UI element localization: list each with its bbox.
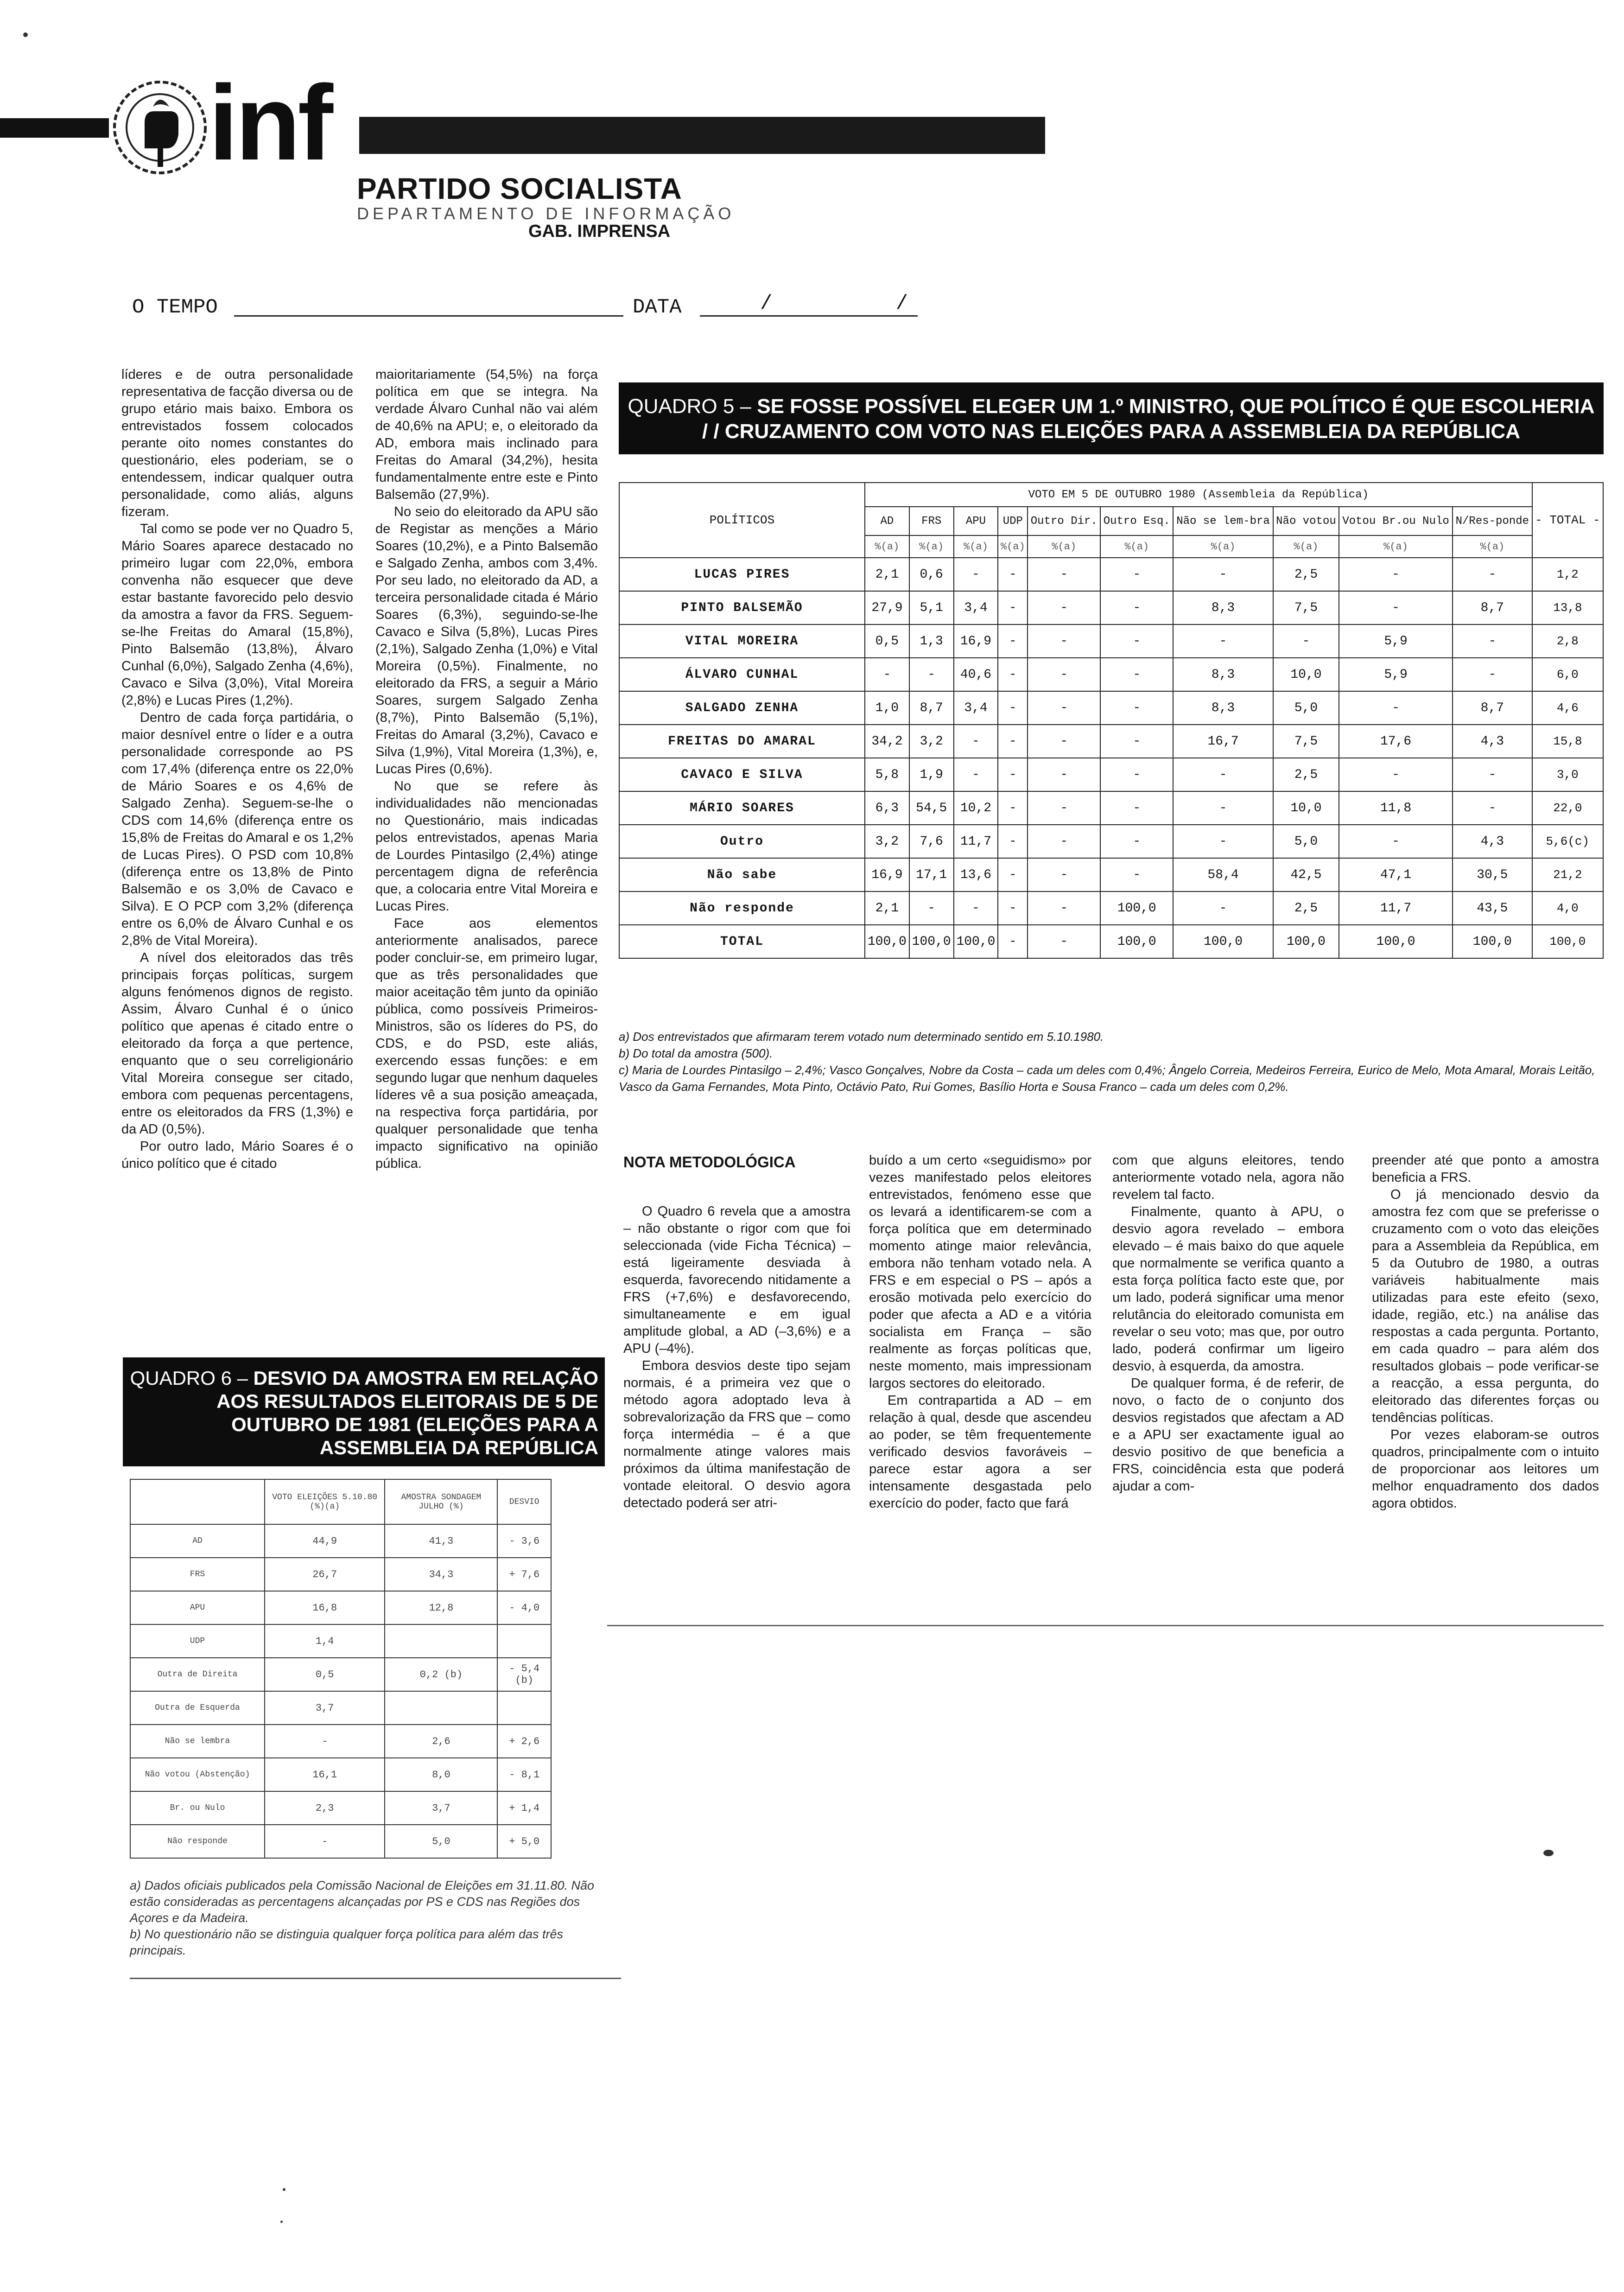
sub-header: %(a) [1100, 535, 1173, 558]
quadro5-total-cell: 13,8 [1532, 591, 1603, 624]
quadro6-desvio-cell: + 5,0 [497, 1825, 551, 1858]
col-header: FRS [909, 507, 954, 535]
quadro6-row [130, 1558, 551, 1591]
quadro5-title-text: SE FOSSE POSSÍVEL ELEGER UM 1.º MINISTRO, QUE POLÍTICO É QUE ESCOLHERIA / / CRUZAMENTO COM VOTO NAS ELEIÇÕES PARA A ASSEMBLEIA DA REPÚBLICA [702, 395, 1595, 443]
nota-paragraph: buído a um certo «seguidismo» por vezes manifestado pelos eleitores entrevistados, fenómeno esse que os levará a identificarem-se com a força política que em determinado momento atinge maior relevância, embora não tenham votado nela. A FRS e em especial o PS – após a erosão motivada pelo exercício do poder que afecta a AD e a vitória socialista em França – são realmente as forças políticas que, neste momento, mais impressionam largos sectores do eleitorado. [869, 1153, 1091, 1391]
quadro5-cell: - [1028, 858, 1100, 891]
quadro5-cell: - [954, 725, 998, 758]
politician-name: CAVACO E SILVA [619, 758, 865, 791]
scan-speck [23, 32, 28, 37]
quadro6-rule [130, 1978, 621, 1979]
quadro5-cell: 3,2 [909, 725, 954, 758]
quadro6-amostra-cell [385, 1624, 497, 1658]
quadro5-cell: - [1453, 624, 1532, 658]
col2-paragraph: Face aos elementos anteriormente analisados, parece poder concluir-se, em primeiro lugar, que as três personalidades que maior aceitação têm junto da opinião pública, como possíveis Primeiros-Ministros, são os líderes do PS, do CDS, e do PSD, este aliás, exercendo essas funções: e em segundo lugar que nenhum daqueles líderes vê a sua posição ameaçada, na respectiva força partidária, por qualquer personalidade que tenha impacto significativo na opinião pública. [375, 916, 598, 1171]
quadro5-note: c) Maria de Lourdes Pintasilgo – 2,4%; Vasco Gonçalves, Nobre da Costa – cada um deles com 0,4%; Ângelo Correia, Medeiros Ferreira, Eurico de Melo, Mota Amaral, Morais Leitão, Vasco da Gama Fernandes, Mota Pinto, Octávio Pato, Rui Gomes, Basílio Horta e Sousa Franco – cada um deles com 0,2%. [619, 1063, 1595, 1094]
quadro5-cell: 40,6 [954, 658, 998, 691]
quadro5-cell: 42,5 [1273, 858, 1339, 891]
politician-name: TOTAL [619, 925, 865, 958]
quadro5-cell: - [998, 758, 1028, 791]
sub-header: %(a) [954, 535, 998, 558]
quadro6-desvio-cell [497, 1624, 551, 1658]
quadro5-cell: 5,0 [1273, 825, 1339, 858]
quadro6-row [130, 1658, 551, 1691]
article-column-1 [121, 366, 353, 1172]
nota-column-2 [869, 1152, 1091, 1512]
quadro5-cell: - [1173, 758, 1273, 791]
quadro5-cell: - [1100, 758, 1173, 791]
politician-name: SALGADO ZENHA [619, 691, 865, 725]
quadro5-cell: 0,6 [909, 558, 954, 591]
quadro5-note: a) Dos entrevistados que afirmaram terem votado num determinado sentido em 5.10.1980. [619, 1030, 1104, 1044]
politician-name: Não sabe [619, 858, 865, 891]
quadro6-row [130, 1591, 551, 1624]
quadro5-title-prefix: QUADRO 5 – [628, 395, 751, 418]
nota-column-4 [1372, 1152, 1599, 1512]
quadro5-row [619, 925, 1603, 958]
quadro5-cell: 1,0 [865, 691, 909, 725]
nota-paragraph: preender até que ponto a amostra beneficia a FRS. [1372, 1153, 1599, 1185]
quadro5-cell: 10,0 [1273, 658, 1339, 691]
quadro6-amostra-cell: 3,7 [385, 1791, 497, 1825]
quadro5-cell: 16,7 [1173, 725, 1273, 758]
quadro5-cell: 0,5 [865, 624, 909, 658]
quadro5-cell: 100,0 [954, 925, 998, 958]
brand-logo-text: inf [209, 63, 330, 182]
quadro6-amostra-cell: 12,8 [385, 1591, 497, 1624]
quadro5-cell: - [998, 624, 1028, 658]
quadro5-cell: - [1173, 825, 1273, 858]
quadro6-desvio-cell [497, 1691, 551, 1725]
quadro5-cell: - [1028, 825, 1100, 858]
nota-column-1 [623, 1203, 850, 1512]
quadro5-cell: 100,0 [865, 925, 909, 958]
quadro6-voto-cell: 2,3 [265, 1791, 385, 1825]
politician-name: Outro [619, 825, 865, 858]
quadro5-row [619, 891, 1603, 925]
quadro5-cell: 10,0 [1273, 791, 1339, 825]
fist-rose-logo-icon [111, 79, 209, 176]
quadro5-cell: 6,3 [865, 791, 909, 825]
quadro5-cell: - [1028, 591, 1100, 624]
quadro5-cell: 5,0 [1273, 691, 1339, 725]
quadro5-row [619, 791, 1603, 825]
quadro5-cell: - [1339, 758, 1453, 791]
quadro5-cell: 2,1 [865, 891, 909, 925]
quadro6-amostra-cell [385, 1691, 497, 1725]
quadro6-amostra-cell: 34,3 [385, 1558, 497, 1591]
quadro5-total-cell: 22,0 [1532, 791, 1603, 825]
quadro5-cell: - [1453, 658, 1532, 691]
office-name: GAB. IMPRENSA [528, 222, 671, 241]
quadro6-notes [130, 1878, 598, 1959]
quadro6-row [130, 1758, 551, 1791]
header-bar-right [359, 117, 1045, 154]
quadro5-cell: 3,2 [865, 825, 909, 858]
quadro5-row [619, 725, 1603, 758]
quadro5-cell: 13,6 [954, 858, 998, 891]
quadro5-cell: 17,6 [1339, 725, 1453, 758]
party-name: PARTIDO SOCIALISTA [357, 172, 682, 205]
quadro5-cell: - [1028, 791, 1100, 825]
quadro5-note: b) Do total da amostra (500). [619, 1046, 773, 1060]
quadro5-total-cell: 1,2 [1532, 558, 1603, 591]
quadro5-cell: - [998, 725, 1028, 758]
quadro5-cell: - [1028, 891, 1100, 925]
quadro5-cell: 8,7 [1453, 691, 1532, 725]
quadro5-cell: - [1173, 558, 1273, 591]
quadro5-cell: - [998, 891, 1028, 925]
quadro5-cell: 8,3 [1173, 658, 1273, 691]
sub-header: %(a) [1273, 535, 1339, 558]
quadro5-cell: - [998, 658, 1028, 691]
quadro5-total-cell: 4,0 [1532, 891, 1603, 925]
quadro5-cell: 7,6 [909, 825, 954, 858]
quadro5-cell: - [1028, 725, 1100, 758]
sub-header: %(a) [909, 535, 954, 558]
quadro5-cell: - [1453, 758, 1532, 791]
col1-paragraph: A nível dos eleitorados das três principais forças políticas, surgem alguns fenómenos dignos de registo. Assim, Álvaro Cunhal é o único político que apenas é citado entre o eleitorado da força a que pertence, enquanto que o seu correligionário Vital Moreira consegue ser citado, embora com pequenas percentagens, entre os eleitorados da FRS (1,3%) e da AD (0,5%). [121, 950, 353, 1137]
quadro5-cell: 2,5 [1273, 558, 1339, 591]
quadro5-cell: 5,8 [865, 758, 909, 791]
quadro5-cell: - [998, 691, 1028, 725]
scan-speck [283, 2188, 285, 2191]
col2-paragraph: No seio do eleitorado da APU são de Registar as menções a Mário Soares (10,2%), e a Pinto Balsemão e Salgado Zenha, ambos com 3,4%. Por seu lado, no eleitorado da AD, a terceira personalidade citada é Mário Soares (6,3%), seguindo-se-lhe Cavaco e Silva (5,8%), Lucas Pires (2,1%), Salgado Zenha (1,0%) e Vital Moreira (0,5%). Finalmente, no eleitorado da FRS, a seguir a Mário Soares, surgem Salgado Zenha (8,7%), Pinto Balsemão (5,1%), Freitas do Amaral (3,2%), Cavaco e Silva (1,9%), Vital Moreira (1,3%), e, Lucas Pires (0,6%). [375, 504, 598, 777]
quadro5-cell: 30,5 [1453, 858, 1532, 891]
quadro5-cell: - [1028, 691, 1100, 725]
quadro5-total-cell: 3,0 [1532, 758, 1603, 791]
quadro6-title [123, 1357, 605, 1466]
quadro5-row [619, 691, 1603, 725]
sub-header: %(a) [998, 535, 1028, 558]
quadro6-amostra-cell: 41,3 [385, 1524, 497, 1558]
q6-header: VOTO ELEIÇÕES 5.10.80 (%)(a) [265, 1479, 385, 1524]
quadro5-cell: 34,2 [865, 725, 909, 758]
quadro5-cell: 2,1 [865, 558, 909, 591]
quadro5-cell: - [998, 858, 1028, 891]
quadro6-label-cell: AD [130, 1524, 265, 1558]
nota-paragraph: Em contrapartida a AD – em relação à qual, desde que ascendeu ao poder, se têm frequentemente verificado desvios favoráveis – parece estar agora a ser intensamente desgastada pelo exercício do poder, facto que fará [869, 1393, 1091, 1511]
quadro5-cell: 54,5 [909, 791, 954, 825]
col2-paragraph: No que se refere às individualidades não mencionadas no Questionário, mais indicadas pelos entrevistados, apenas Maria de Lourdes Pintasilgo (2,4%) atinge percentagem digna de referência que, a colocaria entre Vital Moreira e Lucas Pires. [375, 779, 598, 914]
quadro5-cell: 7,5 [1273, 725, 1339, 758]
politician-name: ÁLVARO CUNHAL [619, 658, 865, 691]
q6-header: DESVIO [497, 1479, 551, 1524]
quadro6-desvio-cell: + 7,6 [497, 1558, 551, 1591]
quadro6-label-cell: FRS [130, 1558, 265, 1591]
quadro6-voto-cell: - [265, 1825, 385, 1858]
quadro5-row [619, 825, 1603, 858]
quadro6-label-cell: Outra de Esquerda [130, 1691, 265, 1725]
quadro5-cell: 3,4 [954, 591, 998, 624]
quadro6-voto-cell: 26,7 [265, 1558, 385, 1591]
quadro5-row [619, 624, 1603, 658]
quadro5-cell: - [1173, 791, 1273, 825]
col-header: AD [865, 507, 909, 535]
quadro5-cell: - [1173, 624, 1273, 658]
quadro5-row [619, 591, 1603, 624]
quadro6-row [130, 1624, 551, 1658]
quadro5-cell: - [1100, 591, 1173, 624]
quadro5-cell: 58,4 [1173, 858, 1273, 891]
quadro5-cell: 27,9 [865, 591, 909, 624]
politician-name: MÁRIO SOARES [619, 791, 865, 825]
quadro5-cell: 5,1 [909, 591, 954, 624]
quadro5-cell: - [1453, 558, 1532, 591]
quadro5-cell: - [1028, 925, 1100, 958]
nota-metodologica-title: NOTA METODOLÓGICA [623, 1153, 796, 1171]
politicos-header: POLÍTICOS [619, 483, 865, 558]
quadro5-total-cell: 100,0 [1532, 925, 1603, 958]
quadro6-voto-cell: 44,9 [265, 1524, 385, 1558]
quadro5-cell: 1,3 [909, 624, 954, 658]
col-header: Não se lem-bra [1173, 507, 1273, 535]
quadro5-cell: 10,2 [954, 791, 998, 825]
quadro5-cell: - [1339, 691, 1453, 725]
quadro5-cell: 11,7 [1339, 891, 1453, 925]
quadro5-total-cell: 5,6(c) [1532, 825, 1603, 858]
quadro6-label-cell: Não se lembra [130, 1725, 265, 1758]
quadro6-voto-cell: 16,1 [265, 1758, 385, 1791]
nota-paragraph: O Quadro 6 revela que a amostra – não obstante o rigor com que foi seleccionada (vide Ficha Técnica) – está ligeiramente desviada à esquerda, favorecendo nitidamente a FRS (+7,6%) e desfavorecendo, simultaneamente e em igual amplitude global, a AD (–3,6%) e a APU (–4%). [623, 1204, 850, 1356]
col2-paragraph: maioritariamente (54,5%) na força política em que se integra. Na verdade Álvaro Cunhal não vai além de 40,6% na APU; e, o eleitorado da AD, embora mais inclinado para Freitas do Amaral (34,2%), hesita fundamentalmente entre este e Pinto Balsemão (27,9%). [375, 367, 598, 502]
quadro6-row [130, 1791, 551, 1825]
sub-header: %(a) [1173, 535, 1273, 558]
politician-name: PINTO BALSEMÃO [619, 591, 865, 624]
quadro6-label-cell: Br. ou Nulo [130, 1791, 265, 1825]
quadro5-cell: - [1028, 758, 1100, 791]
quadro5-cell: 43,5 [1453, 891, 1532, 925]
q6-header: AMOSTRA SONDAGEM JULHO (%) [385, 1479, 497, 1524]
quadro5-title [619, 382, 1604, 454]
quadro5-cell: - [954, 891, 998, 925]
quadro5-cell: 11,8 [1339, 791, 1453, 825]
quadro5-cell: - [1273, 624, 1339, 658]
col1-paragraph: Tal como se pode ver no Quadro 5, Mário Soares aparece destacado no primeiro lugar com 22,0%, embora convenha não esquecer que deve estar bastante favorecido pelo desvio da amostra a favor da FRS. Seguem-se-lhe Freitas do Amaral (15,8%), Pinto Balsemão (13,8%), Álvaro Cunhal (6,0%), Salgado Zenha (4,6%), Cavaco e Silva (3,0%), Vital Moreira (2,8%) e Lucas Pires (1,2%). [121, 522, 353, 708]
nota-paragraph: com que alguns eleitores, tendo anteriormente votado nela, agora não revelem tal facto. [1112, 1153, 1344, 1202]
quadro5-cell: 100,0 [1339, 925, 1453, 958]
tempo-line [234, 315, 623, 317]
quadro5-total-cell: 4,6 [1532, 691, 1603, 725]
sub-header: %(a) [865, 535, 909, 558]
quadro5-total-cell: 15,8 [1532, 725, 1603, 758]
quadro6-voto-cell: - [265, 1725, 385, 1758]
quadro6-amostra-cell: 5,0 [385, 1825, 497, 1858]
quadro5-row [619, 758, 1603, 791]
quadro5-cell: 100,0 [909, 925, 954, 958]
date-slashes: / / [760, 292, 964, 315]
bottom-rule [607, 1625, 1604, 1626]
quadro6-desvio-cell: - 5,4 (b) [497, 1658, 551, 1691]
quadro5-cell: 100,0 [1100, 891, 1173, 925]
quadro5-cell: 2,5 [1273, 891, 1339, 925]
quadro5-cell: 2,5 [1273, 758, 1339, 791]
quadro5-cell: - [1100, 791, 1173, 825]
quadro5-cell: - [1339, 558, 1453, 591]
col-header: N/Res-ponde [1453, 507, 1532, 535]
quadro5-cell: - [1100, 825, 1173, 858]
quadro6-label-cell: Não responde [130, 1825, 265, 1858]
quadro6-row [130, 1524, 551, 1558]
col-header: Votou Br.ou Nulo [1339, 507, 1453, 535]
quadro6-title-text: DESVIO DA AMOSTRA EM RELAÇÃO AOS RESULTADOS ELEITORAIS DE 5 DE OUTUBRO DE 1981 (ELEIÇÕES PARA A ASSEMBLEIA DA REPÚBLICA [216, 1367, 598, 1458]
q6-header [130, 1479, 265, 1524]
quadro6-desvio-cell: - 3,6 [497, 1524, 551, 1558]
scan-speck [1543, 1850, 1554, 1856]
quadro5-cell: - [1028, 658, 1100, 691]
quadro6-label-cell: UDP [130, 1624, 265, 1658]
quadro6-label-cell: Não votou (Abstenção) [130, 1758, 265, 1791]
quadro6-voto-cell: 3,7 [265, 1691, 385, 1725]
quadro5-cell: - [1100, 691, 1173, 725]
quadro6-label-cell: APU [130, 1591, 265, 1624]
quadro5-cell: - [1100, 658, 1173, 691]
quadro6-row [130, 1691, 551, 1725]
quadro5-cell: 5,9 [1339, 624, 1453, 658]
quadro5-cell: 100,0 [1100, 925, 1173, 958]
quadro5-total-cell: 6,0 [1532, 658, 1603, 691]
quadro5-cell: - [998, 925, 1028, 958]
col-header: UDP [998, 507, 1028, 535]
quadro5-cell: 4,3 [1453, 725, 1532, 758]
quadro6-desvio-cell: + 2,6 [497, 1725, 551, 1758]
quadro5-cell: - [1100, 558, 1173, 591]
quadro6-voto-cell: 0,5 [265, 1658, 385, 1691]
quadro5-cell: - [909, 658, 954, 691]
quadro6-voto-cell: 1,4 [265, 1624, 385, 1658]
quadro5-cell: 17,1 [909, 858, 954, 891]
quadro6-table [130, 1479, 552, 1859]
politician-name: Não responde [619, 891, 865, 925]
quadro5-table [619, 482, 1604, 959]
nota-paragraph: O já mencionado desvio da amostra fez com que se preferisse o cruzamento com o voto das eleições para a Assembleia da República, em 5 da Outubro de 1980, a outras variáveis habitualmente mais utilizadas para este efeito (sexo, idade, região, etc.) na análise das respostas a cada pergunta. Portanto, em cada quadro – para além dos resultados globais – pode verificar-se a reacção, a essa pergunta, do eleitorado das diferentes forças ou tendências políticas. [1372, 1187, 1599, 1425]
quadro6-desvio-cell: - 8,1 [497, 1758, 551, 1791]
quadro5-cell: - [1339, 825, 1453, 858]
quadro5-cell: 5,9 [1339, 658, 1453, 691]
quadro5-cell: 47,1 [1339, 858, 1453, 891]
quadro5-cell: - [1100, 725, 1173, 758]
quadro6-desvio-cell: + 1,4 [497, 1791, 551, 1825]
quadro6-amostra-cell: 2,6 [385, 1725, 497, 1758]
quadro5-cell: - [998, 558, 1028, 591]
data-line [700, 315, 918, 317]
tempo-label: O TEMPO [132, 296, 218, 319]
quadro6-note: a) Dados oficiais publicados pela Comissão Nacional de Eleições em 31.11.80. Não estão consideradas as percentagens alcançadas por PS e CDS nas Regiões dos Açores e da Madeira. [130, 1878, 595, 1925]
col1-paragraph: Por outro lado, Mário Soares é o único político que é citado [121, 1139, 353, 1171]
quadro6-row [130, 1825, 551, 1858]
quadro5-row [619, 558, 1603, 591]
scan-speck [280, 2221, 283, 2223]
quadro5-total-cell: 2,8 [1532, 624, 1603, 658]
quadro5-cell: - [1100, 624, 1173, 658]
quadro5-notes [619, 1028, 1604, 1095]
header-bar-left [0, 118, 109, 138]
quadro5-cell: 8,3 [1173, 591, 1273, 624]
politician-name: LUCAS PIRES [619, 558, 865, 591]
politician-name: VITAL MOREIRA [619, 624, 865, 658]
nota-paragraph: Por vezes elaboram-se outros quadros, principalmente com o intuito de proporcionar aos leitores um melhor enquadramento dos dados agora obtidos. [1372, 1427, 1599, 1511]
col1-paragraph: líderes e de outra personalidade representativa de facção diversa ou de grupo etário mais baixo. Embora os entrevistados fossem colocados perante oito nomes constantes do questionário, eles poderiam, se o entendessem, indicar qualquer outra personalidade, como aliás, alguns fizeram. [121, 367, 353, 519]
col-header: Outro Dir. [1028, 507, 1100, 535]
nota-paragraph: De qualquer forma, é de referir, de novo, o facto de o conjunto dos desvios registados que afectam a AD e a APU ser exactamente igual ao desvio positivo de que beneficia a FRS, coincidência esta que poderá ajudar a com- [1112, 1376, 1344, 1494]
quadro5-cell: 16,9 [954, 624, 998, 658]
nota-column-3 [1112, 1152, 1344, 1495]
quadro5-cell: - [865, 658, 909, 691]
col-header: Não votou [1273, 507, 1339, 535]
quadro5-cell: - [909, 891, 954, 925]
quadro5-total-cell: 21,2 [1532, 858, 1603, 891]
department-name: DEPARTAMENTO DE INFORMAÇÃO [357, 204, 735, 223]
quadro5-cell: 1,9 [909, 758, 954, 791]
quadro5-cell: - [1028, 558, 1100, 591]
quadro5-cell: 8,7 [1453, 591, 1532, 624]
col-header: Outro Esq. [1100, 507, 1173, 535]
quadro5-cell: - [1339, 591, 1453, 624]
quadro6-amostra-cell: 8,0 [385, 1758, 497, 1791]
article-column-2 [375, 366, 598, 1172]
col-header: APU [954, 507, 998, 535]
quadro5-cell: - [998, 591, 1028, 624]
sub-header: %(a) [1453, 535, 1532, 558]
quadro5-cell: - [998, 825, 1028, 858]
data-label: DATA [633, 296, 682, 319]
quadro5-row [619, 858, 1603, 891]
quadro6-desvio-cell: - 4,0 [497, 1591, 551, 1624]
quadro5-cell: 4,3 [1453, 825, 1532, 858]
quadro5-cell: 8,7 [909, 691, 954, 725]
quadro5-cell: 7,5 [1273, 591, 1339, 624]
quadro5-cell: - [998, 791, 1028, 825]
vote-group-header: VOTO EM 5 DE OUTUBRO 1980 (Assembleia da República) [865, 483, 1532, 507]
quadro5-cell: 100,0 [1273, 925, 1339, 958]
quadro5-cell: - [1453, 791, 1532, 825]
quadro5-cell: 100,0 [1453, 925, 1532, 958]
quadro5-cell: - [954, 758, 998, 791]
quadro5-cell: - [1028, 624, 1100, 658]
quadro6-voto-cell: 16,8 [265, 1591, 385, 1624]
quadro5-cell: 100,0 [1173, 925, 1273, 958]
quadro6-amostra-cell: 0,2 (b) [385, 1658, 497, 1691]
politician-name: FREITAS DO AMARAL [619, 725, 865, 758]
quadro6-title-prefix: QUADRO 6 – [130, 1367, 248, 1389]
nota-paragraph: Finalmente, quanto à APU, o desvio agora revelado – embora elevado – é mais baixo do que aquele que normalmente se verifica quanto a esta força política facto este que, por um lado, poderá significar uma menor relutância do eleitorado comunista em revelar o seu voto; mas que, por outro lado, poderá confirmar um ligeiro desvio, à esquerda, da amostra. [1112, 1204, 1344, 1374]
quadro5-row [619, 658, 1603, 691]
quadro5-cell: - [1100, 858, 1173, 891]
quadro5-cell: 16,9 [865, 858, 909, 891]
quadro5-cell: - [1173, 891, 1273, 925]
quadro5-cell: 8,3 [1173, 691, 1273, 725]
nota-paragraph: Embora desvios deste tipo sejam normais, é a primeira vez que o método agora adoptado leva à sobrevalorização da FRS que – como força intermédia – é a que normalmente atinge valores mais próximos da última manifestação de vontade eleitoral. O desvio agora detectado poderá ser atri- [623, 1358, 850, 1510]
sub-header: %(a) [1339, 535, 1453, 558]
quadro5-cell: 11,7 [954, 825, 998, 858]
col1-paragraph: Dentro de cada força partidária, o maior desnível entre o líder e a outra personalidade corresponde ao PS com 17,4% (diferença entre os 22,0% de Mário Soares e os 4,6% de Salgado Zenha). Seguem-se-lhe o CDS com 14,6% (diferença entre os 15,8% de Freitas do Amaral e os 1,2% de Lucas Pires). O PSD com 10,8% (diferença entre os 13,8% de Pinto Balsemão e os 3,0% de Cavaco e Silva). E O PCP com 3,2% (diferença entre os 6,0% de Álvaro Cunhal e os 2,8% de Vital Moreira). [121, 710, 353, 948]
total-header: - TOTAL - [1532, 483, 1603, 558]
quadro6-note: b) No questionário não se distinguia qualquer força política para além das três principais. [130, 1927, 564, 1957]
quadro5-cell: 3,4 [954, 691, 998, 725]
quadro6-label-cell: Outra de Direita [130, 1658, 265, 1691]
sub-header: %(a) [1028, 535, 1100, 558]
quadro6-row [130, 1725, 551, 1758]
quadro5-cell: - [954, 558, 998, 591]
